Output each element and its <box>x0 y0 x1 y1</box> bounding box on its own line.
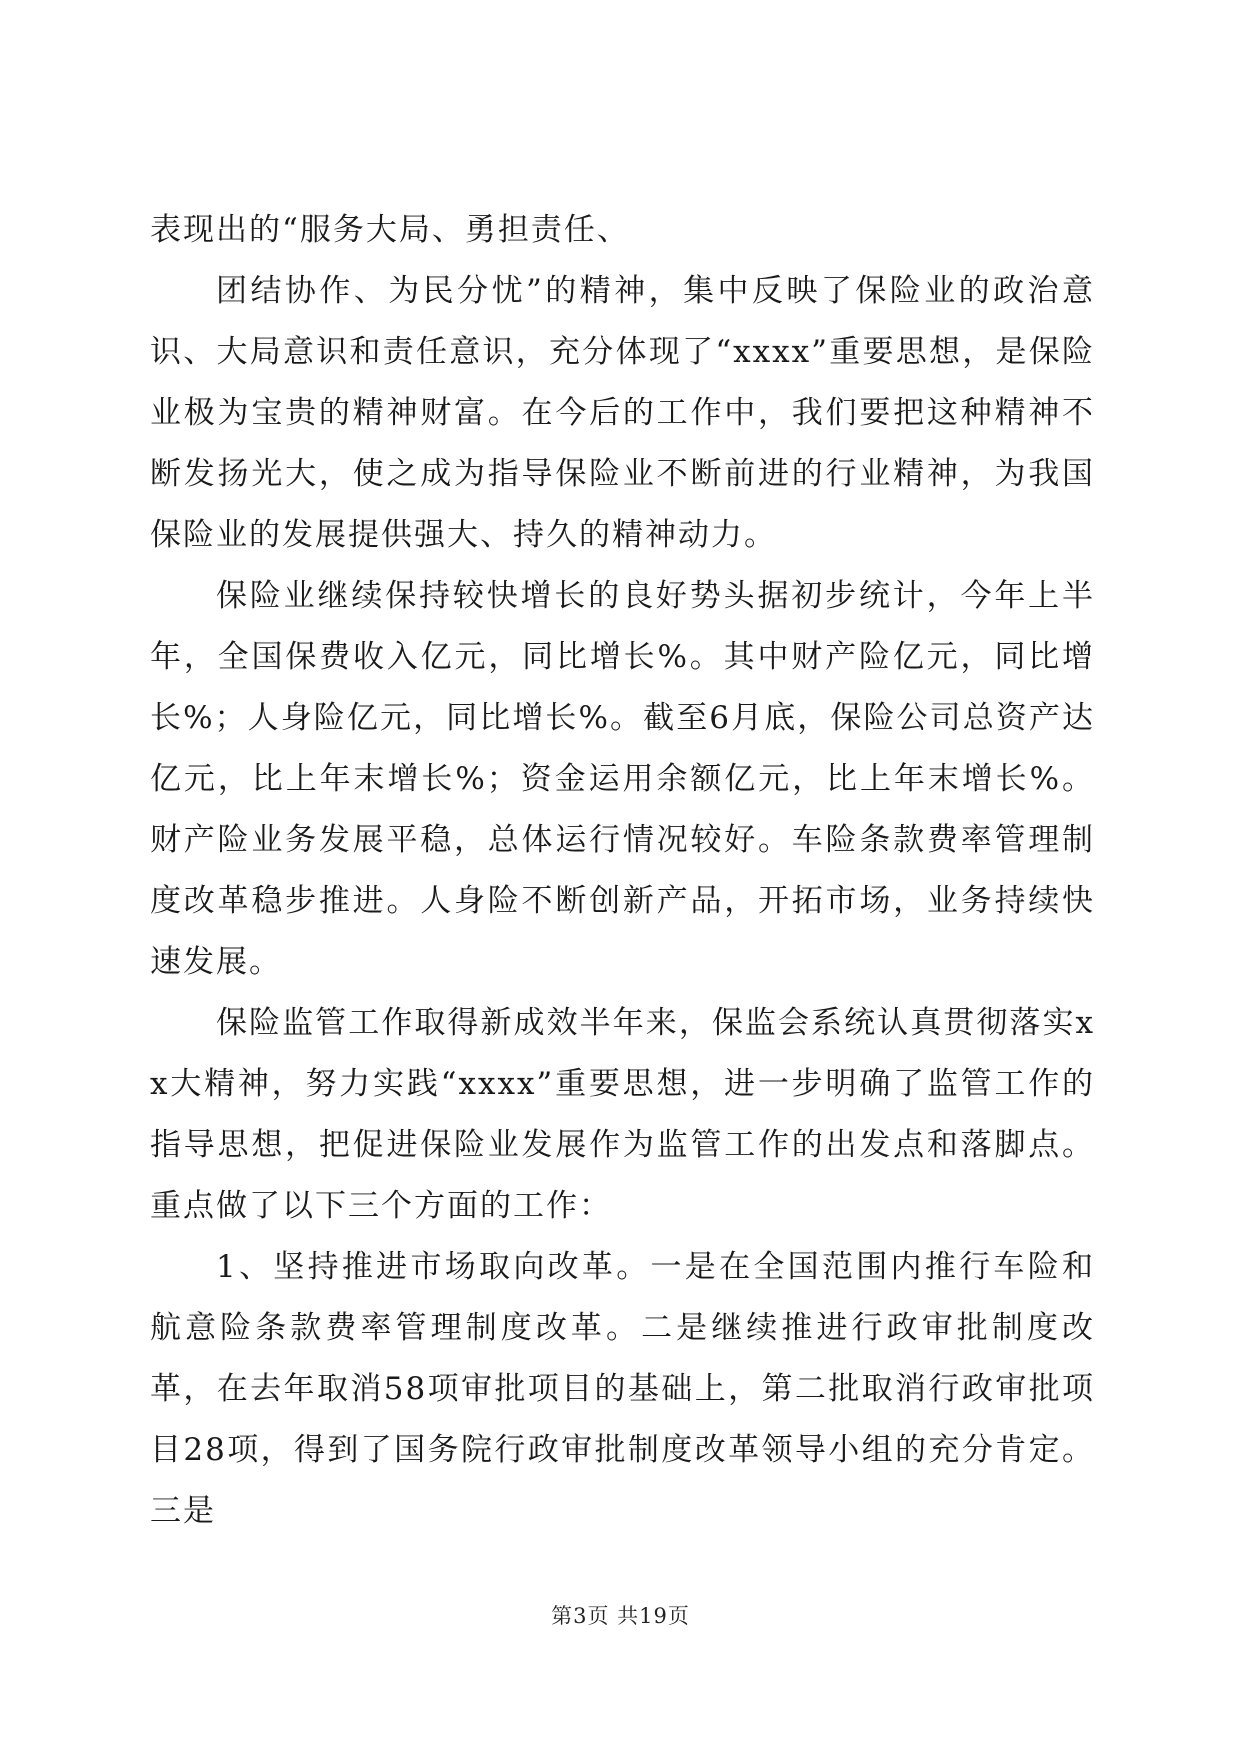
paragraph-2: 团结协作、为民分忧”的精神，集中反映了保险业的政治意识、大局意识和责任意识，充分体现了“xxxx”重要思想，是保险业极为宝贵的精神财富。在今后的工作中，我们要把这种精神不断发扬光大，使之成为指导保险业不断前进的行业精神，为我国保险业的发展提供强大、持久的精神动力。 <box>150 273 1095 553</box>
paragraph-5: 1、坚持推进市场取向改革。一是在全国范围内推行车险和航意险条款费率管理制度改革。二是继续推进行政审批制度改革，在去年取消58项审批项目的基础上，第二批取消行政审批项目28项，得到了国务院行政审批制度改革领导小组的充分肯定。三是 <box>150 1249 1095 1529</box>
document-body <box>150 200 1095 1542</box>
paragraph-1: 表现出的“服务大局、勇担责任、 <box>150 212 630 248</box>
paragraph-3: 保险业继续保持较快增长的良好势头据初步统计，今年上半年，全国保费收入亿元，同比增长%。其中财产险亿元，同比增长%；人身险亿元，同比增长%。截至6月底，保险公司总资产达亿元，比上年末增长%；资金运用余额亿元，比上年末增长%。财产险业务发展平稳，总体运行情况较好。车险条款费率管理制度改革稳步推进。人身险不断创新产品，开拓市场，业务持续快速发展。 <box>150 578 1095 980</box>
paragraph-4: 保险监管工作取得新成效半年来，保监会系统认真贯彻落实xx大精神，努力实践“xxxx”重要思想，进一步明确了监管工作的指导思想，把促进保险业发展作为监管工作的出发点和落脚点。重点做了以下三个方面的工作： <box>150 1005 1095 1224</box>
page-number-footer: 第3页 共19页 <box>551 1604 690 1628</box>
